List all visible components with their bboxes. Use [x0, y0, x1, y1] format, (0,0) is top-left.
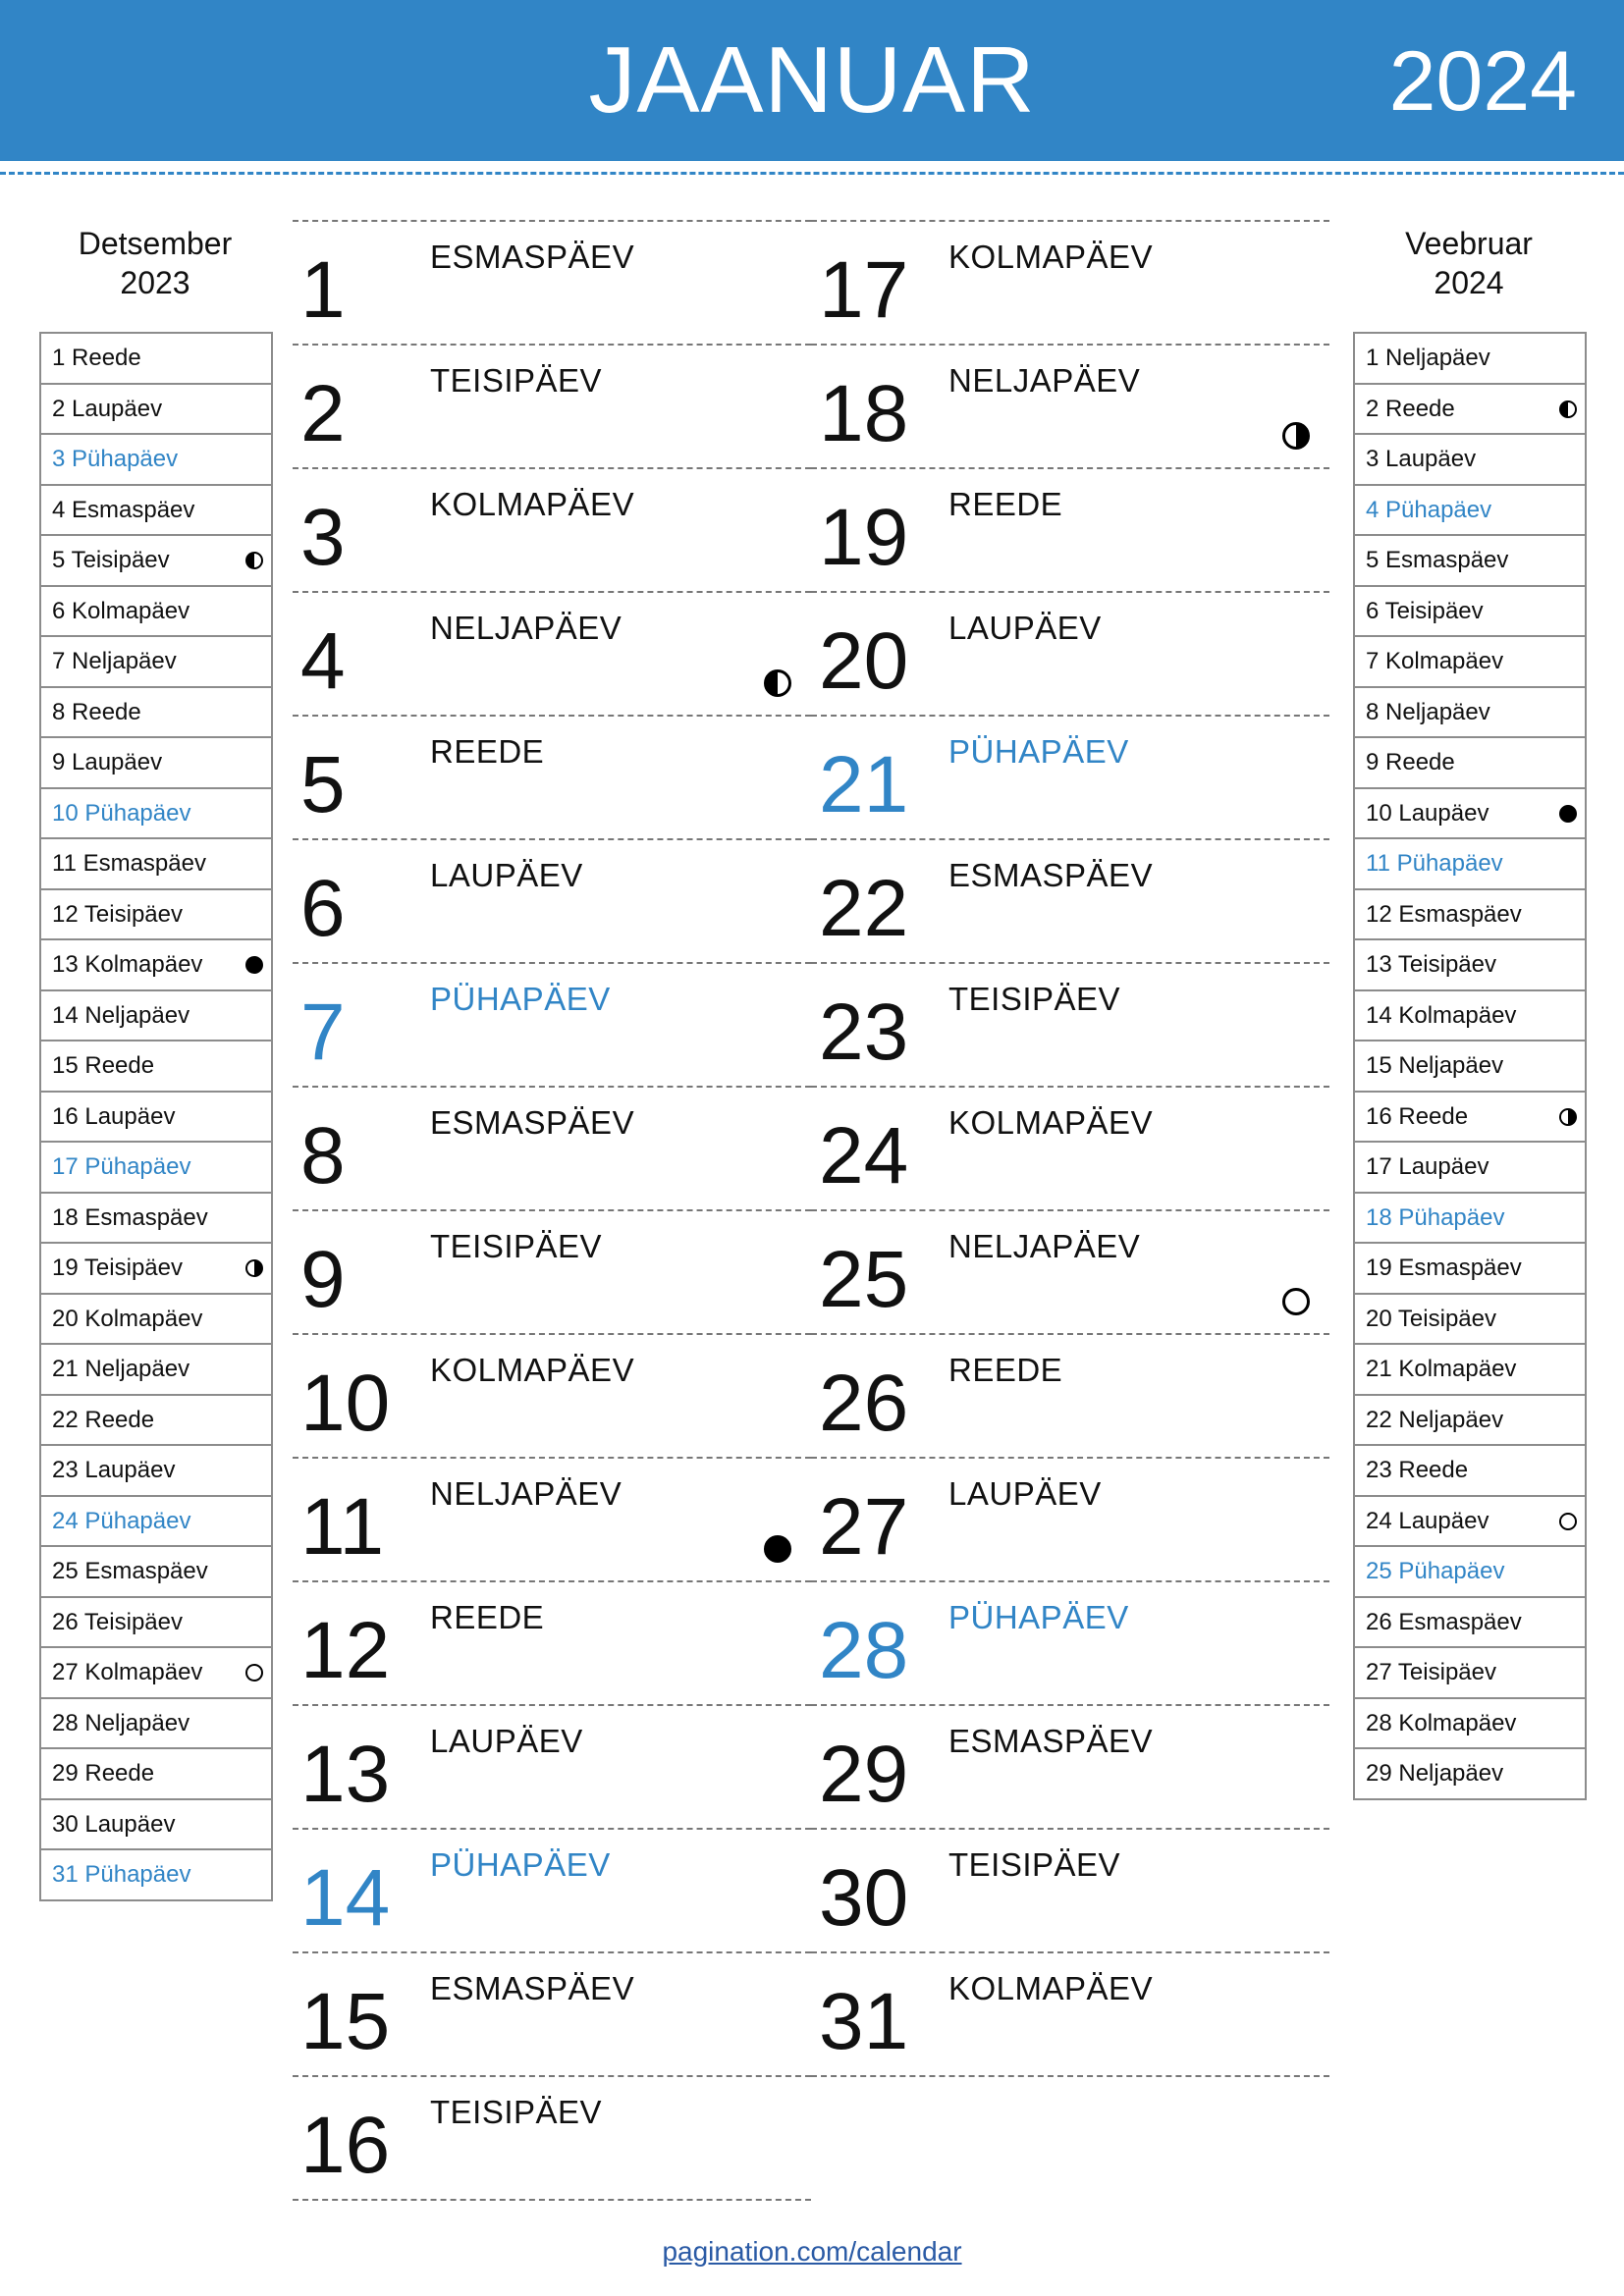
mini-day-label: 20 Teisipäev	[1366, 1305, 1496, 1332]
day-cell	[293, 1209, 811, 1333]
mini-day-label: 15 Reede	[52, 1052, 155, 1079]
day-name: TEISIPÄEV	[430, 2094, 603, 2130]
mini-day-row	[41, 1749, 271, 1800]
moon-first-icon	[245, 1259, 263, 1277]
moon-new-icon	[1559, 805, 1577, 823]
mini-day-row	[41, 1648, 271, 1699]
mini-day-row	[41, 738, 271, 789]
mini-day-label: 16 Laupäev	[52, 1102, 176, 1130]
day-cell	[293, 1580, 811, 1704]
mini-day-row	[1355, 1345, 1585, 1396]
mini-day-row	[41, 1547, 271, 1598]
mini-day-row	[41, 587, 271, 638]
mini-day-row	[41, 385, 271, 436]
day-number: 2	[300, 369, 346, 458]
mini-day-label: 10 Pühapäev	[52, 799, 191, 827]
day-cell	[293, 467, 811, 591]
day-name: REEDE	[430, 733, 545, 770]
mini-day-row	[41, 1800, 271, 1851]
mini-day-row	[41, 688, 271, 739]
day-name: ESMASPÄEV	[948, 857, 1154, 893]
day-cell	[293, 2075, 811, 2201]
mini-day-label: 4 Esmaspäev	[52, 496, 195, 523]
footer-link[interactable]: pagination.com/calendar	[662, 2236, 962, 2267]
mini-day-label: 18 Esmaspäev	[52, 1203, 208, 1231]
mini-day-row	[1355, 991, 1585, 1042]
mini-day-label: 26 Teisipäev	[52, 1608, 183, 1635]
mini-day-label: 19 Teisipäev	[52, 1255, 183, 1281]
day-cell	[293, 962, 811, 1086]
day-number: 16	[300, 2101, 391, 2190]
prev-month-name: Detsember	[78, 226, 233, 261]
day-name: ESMASPÄEV	[430, 239, 635, 275]
moon-new-icon	[245, 956, 263, 974]
year-title: 2024	[1388, 34, 1577, 129]
day-name: NELJAPÄEV	[948, 362, 1141, 399]
mini-day-label: 31 Pühapäev	[52, 1861, 191, 1888]
mini-day-label: 16 Reede	[1366, 1102, 1469, 1130]
mini-day-label: 6 Teisipäev	[1366, 597, 1484, 624]
mini-day-row	[1355, 1749, 1585, 1800]
mini-day-row	[41, 1143, 271, 1194]
day-number: 19	[819, 493, 909, 582]
mini-day-label: 3 Pühapäev	[52, 446, 179, 472]
mini-day-label: 7 Kolmapäev	[1366, 648, 1504, 674]
day-name: LAUPÄEV	[430, 1723, 583, 1759]
mini-day-row	[1355, 1295, 1585, 1346]
next-month-table	[1353, 332, 1587, 1800]
day-number: 23	[819, 988, 909, 1077]
mini-day-row	[41, 536, 271, 587]
mini-day-label: 30 Laupäev	[52, 1810, 176, 1838]
day-number: 1	[300, 245, 346, 335]
day-name: NELJAPÄEV	[430, 610, 623, 646]
day-number: 31	[819, 1977, 909, 2066]
mini-day-label: 17 Pühapäev	[52, 1153, 191, 1180]
mini-day-label: 25 Esmaspäev	[52, 1558, 208, 1584]
day-number: 20	[819, 616, 909, 706]
mini-day-row	[41, 435, 271, 486]
day-number: 8	[300, 1111, 346, 1201]
day-name: LAUPÄEV	[430, 857, 583, 893]
mini-day-label: 11 Pühapäev	[1366, 850, 1503, 877]
day-cell	[811, 838, 1329, 962]
day-cell	[811, 1580, 1329, 1704]
day-number: 3	[300, 493, 346, 582]
day-number: 21	[819, 740, 909, 829]
day-name: PÜHAPÄEV	[948, 733, 1129, 770]
mini-day-label: 8 Neljapäev	[1366, 698, 1490, 725]
day-cell	[293, 1333, 811, 1457]
mini-day-row	[41, 890, 271, 941]
mini-day-row	[41, 486, 271, 537]
day-name: LAUPÄEV	[948, 610, 1102, 646]
mini-day-row	[1355, 839, 1585, 890]
mini-day-row	[1355, 1446, 1585, 1497]
day-number: 28	[819, 1606, 909, 1695]
mini-day-row	[1355, 1497, 1585, 1548]
day-number: 6	[300, 864, 346, 953]
moon-first-icon	[1282, 422, 1310, 450]
day-name: TEISIPÄEV	[430, 1228, 603, 1264]
day-cell	[811, 1333, 1329, 1457]
mini-day-label: 11 Esmaspäev	[52, 850, 206, 877]
day-cell	[293, 1457, 811, 1580]
mini-day-row	[1355, 1093, 1585, 1144]
day-cell	[811, 1209, 1329, 1333]
day-name: REEDE	[948, 1352, 1063, 1388]
day-number: 4	[300, 616, 346, 706]
mini-day-row	[41, 1497, 271, 1548]
day-cell	[293, 1704, 811, 1828]
day-number: 13	[300, 1730, 391, 1819]
day-number: 30	[819, 1853, 909, 1943]
day-cell	[293, 1951, 811, 2075]
mini-day-label: 22 Neljapäev	[1366, 1406, 1504, 1433]
day-name: KOLMAPÄEV	[948, 239, 1154, 275]
mini-day-row	[1355, 738, 1585, 789]
header-banner	[0, 0, 1624, 161]
day-name: PÜHAPÄEV	[948, 1599, 1129, 1635]
moon-full-icon	[1282, 1288, 1310, 1315]
day-cell	[811, 467, 1329, 591]
mini-day-label: 26 Esmaspäev	[1366, 1608, 1522, 1635]
mini-day-label: 20 Kolmapäev	[52, 1305, 203, 1332]
day-cell	[293, 838, 811, 962]
prev-month-year: 2023	[120, 265, 190, 300]
prev-month-title	[39, 224, 271, 302]
mini-day-row	[41, 1446, 271, 1497]
day-cell	[811, 962, 1329, 1086]
day-name: KOLMAPÄEV	[430, 486, 635, 522]
days-column-right	[811, 220, 1329, 2077]
day-cell	[293, 1828, 811, 1951]
mini-day-row	[1355, 789, 1585, 840]
day-name: KOLMAPÄEV	[948, 1104, 1154, 1141]
day-name: NELJAPÄEV	[430, 1475, 623, 1512]
day-number: 29	[819, 1730, 909, 1819]
moon-first-icon	[1559, 1108, 1577, 1126]
moon-last-icon	[764, 669, 791, 697]
mini-day-label: 13 Kolmapäev	[52, 951, 203, 978]
mini-day-row	[1355, 334, 1585, 385]
mini-day-label: 12 Esmaspäev	[1366, 900, 1522, 928]
day-name: PÜHAPÄEV	[430, 1846, 611, 1883]
mini-day-label: 25 Pühapäev	[1366, 1558, 1505, 1584]
mini-day-row	[1355, 1143, 1585, 1194]
mini-day-label: 29 Reede	[52, 1760, 155, 1787]
day-number: 15	[300, 1977, 391, 2066]
mini-day-label: 1 Neljapäev	[1366, 345, 1490, 371]
mini-day-label: 2 Laupäev	[52, 395, 163, 422]
day-name: LAUPÄEV	[948, 1475, 1102, 1512]
mini-day-label: 28 Neljapäev	[52, 1709, 190, 1736]
day-cell	[293, 1086, 811, 1209]
day-cell	[811, 591, 1329, 715]
day-cell	[293, 220, 811, 344]
day-number: 9	[300, 1235, 346, 1324]
day-number: 22	[819, 864, 909, 953]
day-name: NELJAPÄEV	[948, 1228, 1141, 1264]
mini-day-row	[1355, 688, 1585, 739]
mini-day-label: 22 Reede	[52, 1406, 155, 1433]
mini-day-row	[1355, 587, 1585, 638]
day-name: ESMASPÄEV	[948, 1723, 1154, 1759]
mini-day-row	[1355, 1396, 1585, 1447]
day-name: ESMASPÄEV	[430, 1970, 635, 2006]
mini-day-row	[41, 1041, 271, 1093]
day-number: 5	[300, 740, 346, 829]
mini-day-label: 14 Neljapäev	[52, 1001, 190, 1029]
mini-day-row	[1355, 1699, 1585, 1750]
mini-day-row	[1355, 1547, 1585, 1598]
mini-day-row	[1355, 435, 1585, 486]
mini-day-label: 1 Reede	[52, 345, 141, 371]
month-title: JAANUAR	[588, 27, 1036, 133]
mini-day-label: 5 Esmaspäev	[1366, 547, 1509, 573]
day-cell	[293, 344, 811, 467]
mini-day-row	[1355, 536, 1585, 587]
moon-full-icon	[245, 1664, 263, 1682]
mini-day-label: 21 Kolmapäev	[1366, 1356, 1517, 1382]
day-number: 27	[819, 1482, 909, 1572]
mini-day-row	[1355, 637, 1585, 688]
next-month-year: 2024	[1434, 265, 1504, 300]
day-cell	[811, 1086, 1329, 1209]
mini-day-label: 28 Kolmapäev	[1366, 1709, 1517, 1736]
mini-day-label: 12 Teisipäev	[52, 900, 183, 928]
mini-day-row	[41, 789, 271, 840]
moon-new-icon	[764, 1535, 791, 1563]
day-number: 10	[300, 1359, 391, 1448]
moon-last-icon	[245, 552, 263, 569]
mini-day-row	[1355, 940, 1585, 991]
day-cell	[811, 220, 1329, 344]
mini-day-row	[41, 1194, 271, 1245]
day-number: 7	[300, 988, 346, 1077]
mini-day-row	[41, 1093, 271, 1144]
mini-day-label: 9 Reede	[1366, 749, 1455, 775]
day-number: 25	[819, 1235, 909, 1324]
prev-month-table	[39, 332, 273, 1901]
mini-day-label: 4 Pühapäev	[1366, 496, 1492, 523]
mini-day-label: 8 Reede	[52, 698, 141, 725]
mini-day-label: 27 Teisipäev	[1366, 1659, 1496, 1685]
mini-day-label: 19 Esmaspäev	[1366, 1255, 1522, 1281]
day-cell	[293, 591, 811, 715]
mini-day-row	[1355, 1194, 1585, 1245]
mini-day-label: 5 Teisipäev	[52, 547, 170, 573]
mini-day-row	[1355, 486, 1585, 537]
mini-day-label: 13 Teisipäev	[1366, 951, 1496, 978]
day-number: 24	[819, 1111, 909, 1201]
mini-day-label: 14 Kolmapäev	[1366, 1001, 1517, 1029]
day-number: 26	[819, 1359, 909, 1448]
day-name: KOLMAPÄEV	[430, 1352, 635, 1388]
day-name: TEISIPÄEV	[948, 1846, 1121, 1883]
mini-day-row	[41, 1699, 271, 1750]
mini-day-row	[1355, 1598, 1585, 1649]
mini-day-label: 17 Laupäev	[1366, 1153, 1489, 1180]
mini-day-row	[41, 1345, 271, 1396]
mini-day-row	[1355, 385, 1585, 436]
mini-day-label: 3 Laupäev	[1366, 446, 1477, 472]
mini-day-label: 7 Neljapäev	[52, 648, 177, 674]
mini-day-row	[1355, 1041, 1585, 1093]
day-cell	[811, 1457, 1329, 1580]
day-name: PÜHAPÄEV	[430, 981, 611, 1017]
mini-day-label: 6 Kolmapäev	[52, 597, 190, 624]
day-cell	[811, 1951, 1329, 2077]
mini-day-label: 23 Laupäev	[52, 1457, 176, 1483]
days-column-left	[293, 220, 811, 2201]
day-number: 17	[819, 245, 909, 335]
mini-day-row	[41, 1295, 271, 1346]
mini-day-label: 23 Reede	[1366, 1457, 1469, 1483]
mini-day-row	[41, 839, 271, 890]
mini-day-label: 18 Pühapäev	[1366, 1203, 1505, 1231]
day-name: TEISIPÄEV	[430, 362, 603, 399]
header-divider	[0, 172, 1624, 175]
moon-full-icon	[1559, 1513, 1577, 1530]
mini-day-row	[41, 334, 271, 385]
moon-last-icon	[1559, 400, 1577, 418]
day-name: TEISIPÄEV	[948, 981, 1121, 1017]
day-name: ESMASPÄEV	[430, 1104, 635, 1141]
mini-day-row	[1355, 1244, 1585, 1295]
day-name: KOLMAPÄEV	[948, 1970, 1154, 2006]
day-cell	[811, 1704, 1329, 1828]
mini-day-row	[41, 940, 271, 991]
mini-day-label: 21 Neljapäev	[52, 1356, 190, 1382]
day-name: REEDE	[948, 486, 1063, 522]
mini-day-row	[41, 1244, 271, 1295]
day-number: 11	[300, 1482, 385, 1572]
mini-day-label: 9 Laupäev	[52, 749, 163, 775]
mini-day-row	[41, 1396, 271, 1447]
day-number: 14	[300, 1853, 391, 1943]
day-cell	[811, 344, 1329, 467]
mini-day-label: 29 Neljapäev	[1366, 1760, 1504, 1787]
mini-day-label: 10 Laupäev	[1366, 799, 1489, 827]
mini-day-label: 2 Reede	[1366, 395, 1455, 422]
day-cell	[811, 715, 1329, 838]
day-name: REEDE	[430, 1599, 545, 1635]
next-month-title	[1353, 224, 1585, 302]
mini-day-row	[1355, 1648, 1585, 1699]
day-number: 18	[819, 369, 909, 458]
mini-day-row	[1355, 890, 1585, 941]
mini-day-label: 15 Neljapäev	[1366, 1052, 1504, 1079]
mini-day-row	[41, 1598, 271, 1649]
mini-day-row	[41, 991, 271, 1042]
mini-day-label: 27 Kolmapäev	[52, 1659, 203, 1685]
next-month-name: Veebruar	[1405, 226, 1533, 261]
day-cell	[293, 715, 811, 838]
day-number: 12	[300, 1606, 391, 1695]
mini-day-row	[41, 637, 271, 688]
mini-day-label: 24 Pühapäev	[52, 1507, 191, 1534]
day-cell	[811, 1828, 1329, 1951]
mini-day-row	[41, 1850, 271, 1901]
mini-day-label: 24 Laupäev	[1366, 1507, 1489, 1534]
